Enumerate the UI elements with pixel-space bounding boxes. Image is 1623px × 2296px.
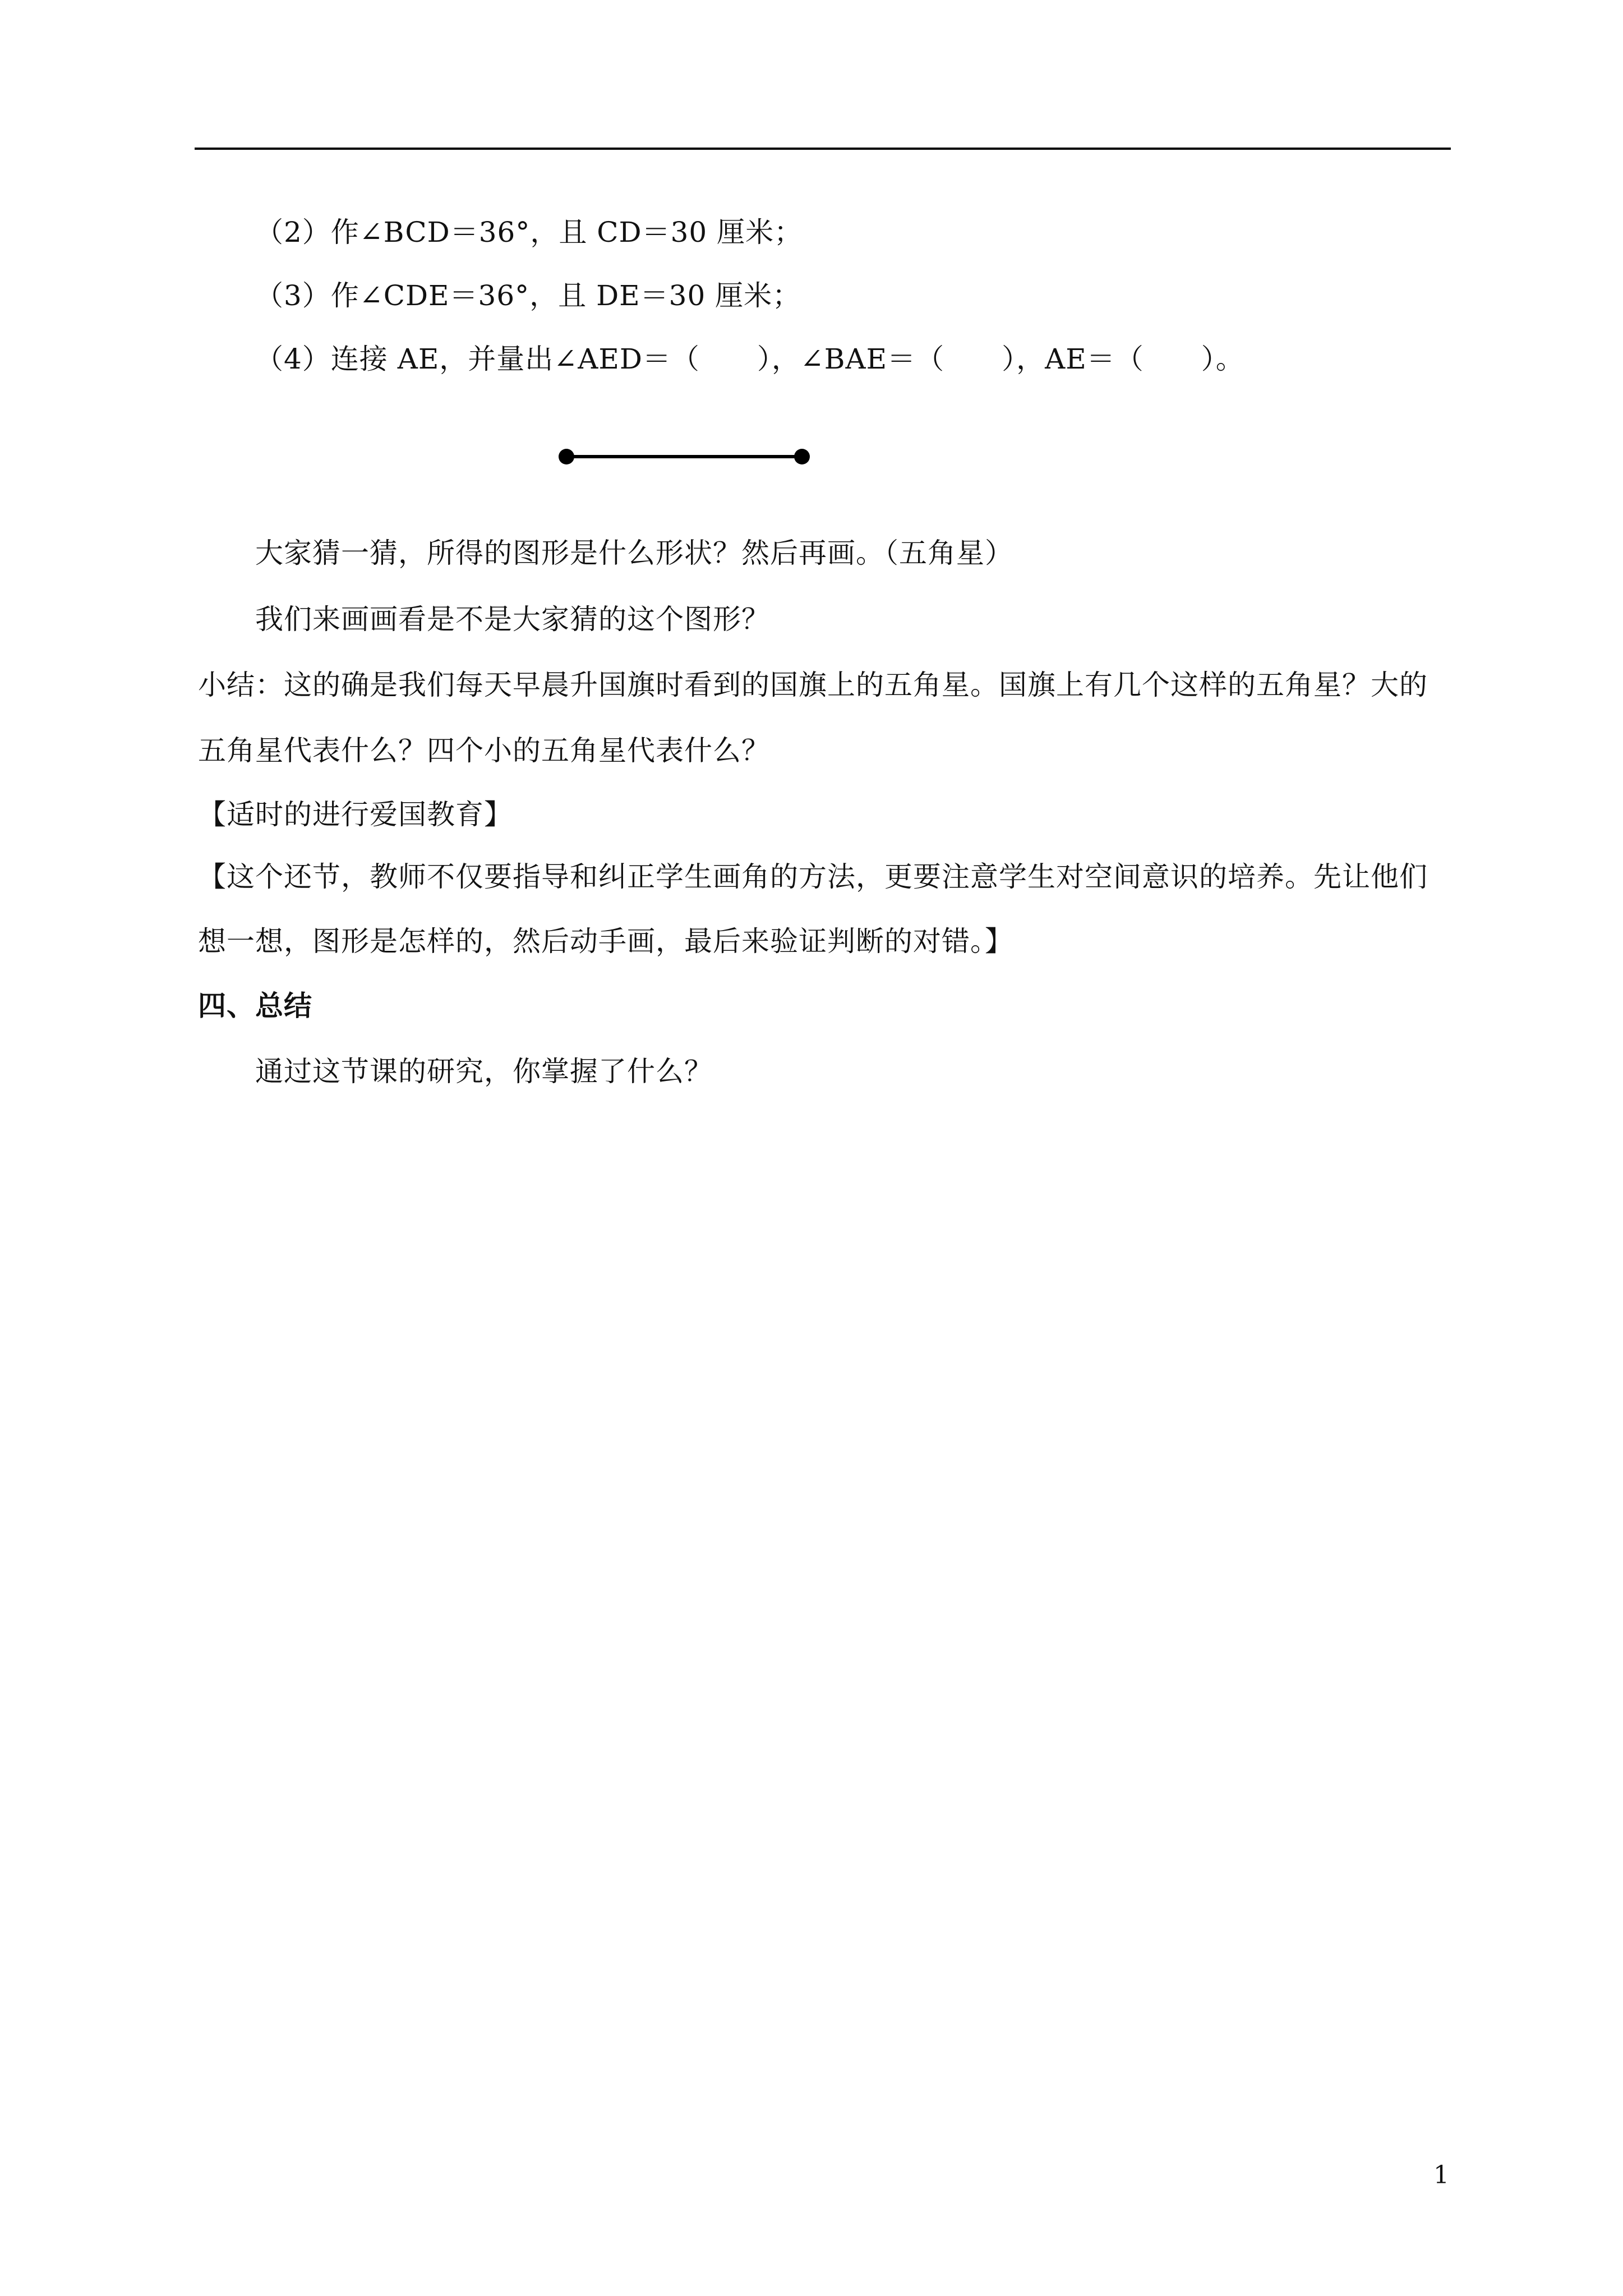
summary-question: 通过这节课的研究，你掌握了什么？ bbox=[255, 1055, 713, 1088]
segment-endpoint-right bbox=[794, 449, 810, 464]
guess-paragraph: 大家猜一猜，所得的图形是什么形状？然后再画。（五角星） bbox=[255, 537, 1013, 569]
step-4: （4）连接 AE，并量出∠AED＝（ ），∠BAE＝（ ），AE＝（ ）。 bbox=[255, 343, 1244, 375]
header-rule bbox=[195, 148, 1451, 150]
step-2: （2）作∠BCD＝36°，且 CD＝30 厘米； bbox=[255, 216, 803, 249]
teacher-note-line-1: 【这个还节，教师不仅要指导和纠正学生画角的方法，更要注意学生对空间意识的培养。先让他们 bbox=[198, 861, 1428, 893]
line-segment-figure bbox=[555, 443, 813, 470]
section-heading: 四、总结 bbox=[198, 989, 312, 1022]
page-number: 1 bbox=[1433, 2161, 1449, 2189]
teacher-note-line-2: 想一想，图形是怎样的，然后动手画，最后来验证判断的对错。】 bbox=[198, 925, 1013, 958]
step-3: （3）作∠CDE＝36°，且 DE＝30 厘米； bbox=[255, 279, 801, 312]
segment-endpoint-left bbox=[559, 449, 574, 464]
patriotic-education-note: 【适时的进行爱国教育】 bbox=[198, 798, 513, 831]
draw-paragraph: 我们来画画看是不是大家猜的这个图形？ bbox=[255, 603, 770, 636]
summary-line-1: 小结：这的确是我们每天早晨升国旗时看到的国旗上的五角星。国旗上有几个这样的五角星？大的 bbox=[198, 669, 1428, 701]
summary-line-2: 五角星代表什么？四个小的五角星代表什么？ bbox=[198, 734, 770, 767]
